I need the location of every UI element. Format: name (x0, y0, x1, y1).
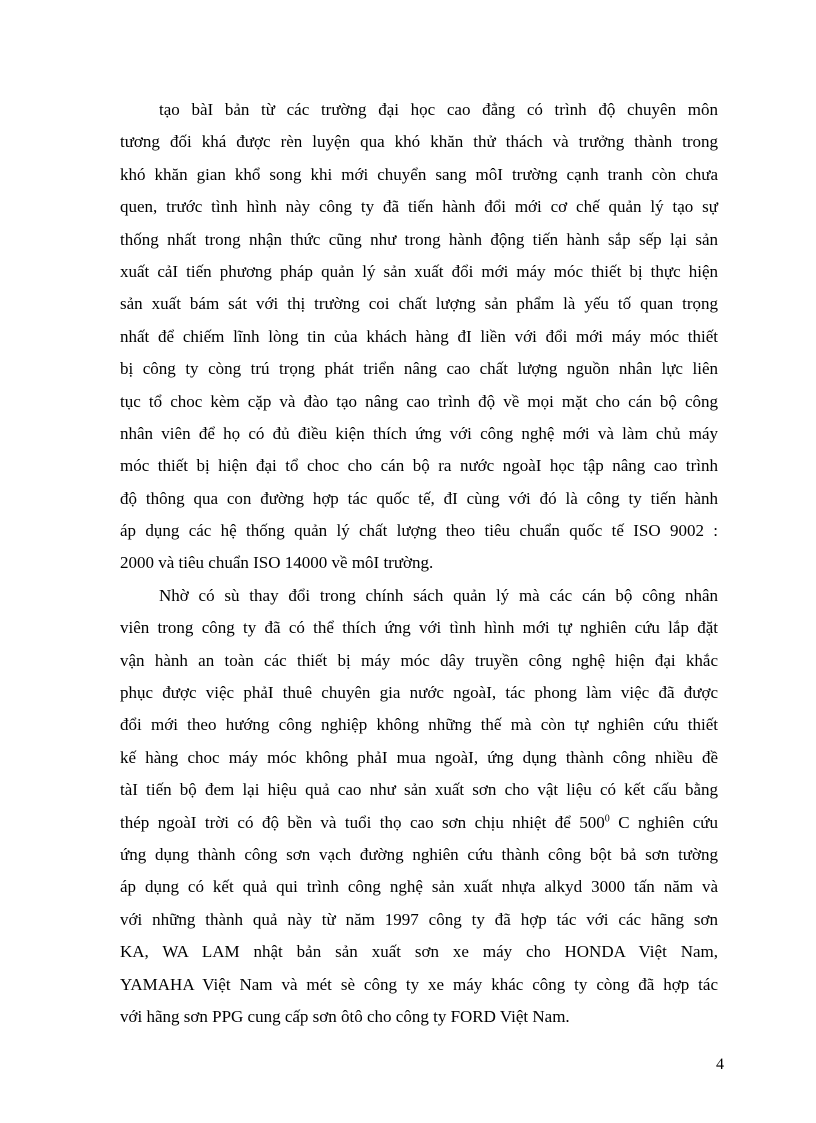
text-line: sản xuất bám sát với thị trường coi chất lượng sản phẩm là yếu tố quan trọng (120, 294, 718, 314)
text-line: phục được việc phảI thuê chuyên gia nước ngoàI, tác phong làm việc đã được (120, 683, 718, 703)
text-line: khó khăn gian khổ song khi mới chuyển sang môI trường cạnh tranh còn chưa (120, 164, 718, 184)
text-line: thống nhất trong nhận thức cũng như trong hành động tiến hành sắp sếp lại sản (120, 229, 718, 249)
text-line: vận hành an toàn các thiết bị máy móc dây truyền công nghệ hiện đại khắc (120, 650, 718, 670)
text-line: với hãng sơn PPG cung cấp sơn ôtô cho công ty FORD Việt Nam. (120, 1006, 570, 1026)
text-segment: C nghiên cứu (609, 812, 718, 832)
text-line: tương đối khá được rèn luyện qua khó khăn thử thách và trưởng thành trong (120, 132, 718, 152)
text-segment: thép ngoàI trời có độ bền và tuổi thọ cao sơn chịu nhiệt để 500 (120, 812, 605, 832)
text-line: tạo bàI bản từ các trường đại học cao đẳng có trình độ chuyên môn (159, 100, 718, 119)
text-line: móc thiết bị hiện đại tổ choc cho cán bộ ra nước ngoàI học tập nâng cao trình (120, 456, 718, 476)
text-line: độ thông qua con đường hợp tác quốc tế, đI cùng với đó là công ty tiến hành (120, 488, 718, 508)
page-number: 4 (716, 1056, 724, 1073)
text-line: nhất để chiếm lĩnh lòng tin của khách hàng đI liền với đổi mới máy móc thiết (120, 326, 718, 346)
text-line-with-superscript (120, 807, 718, 839)
text-line: bị công ty còng trú trọng phát triển nâng cao chất lượng nguồn nhân lực liên (120, 359, 718, 379)
text-line: quen, trước tình hình này công ty đã tiến hành đổi mới cơ chế quản lý tạo sự (120, 197, 718, 217)
text-line: YAMAHA Việt Nam và mét sè công ty xe máy khác công ty còng đã hợp tác (120, 974, 718, 994)
text-line: xuất cảI tiến phương pháp quản lý sản xuất đổi mới máy móc thiết bị thực hiện (120, 261, 718, 281)
text-line: đổi mới theo hướng công nghiệp không những thế mà còn tự nghiên cứu thiết (120, 715, 718, 735)
text-line: tục tổ choc kèm cặp và đào tạo nâng cao trình độ về mọi mặt cho cán bộ công (120, 391, 718, 411)
text-line: ứng dụng thành công sơn vạch đường nghiên cứu thành công bột bả sơn tường (120, 844, 718, 864)
text-line: KA, WA LAM nhật bản sản xuất sơn xe máy cho HONDA Việt Nam, (120, 942, 718, 962)
text-line: Nhờ có sù thay đổi trong chính sách quản lý mà các cán bộ công nhân (159, 585, 718, 605)
text-line: với những thành quả này từ năm 1997 công ty đã hợp tác với các hãng sơn (120, 909, 718, 929)
text-line: áp dụng có kết quả qui trình công nghệ sản xuất nhựa alkyd 3000 tấn năm và (120, 877, 718, 897)
text-line: nhân viên để họ có đủ điều kiện thích ứng với công nghệ mới và làm chủ máy (120, 423, 718, 443)
body-text (120, 94, 718, 1033)
text-line: kế hàng choc máy móc không phảI mua ngoàI, ứng dụng thành công nhiều đề (120, 747, 718, 767)
text-line: áp dụng các hệ thống quản lý chất lượng theo tiêu chuẩn quốc tế ISO 9002 : (120, 521, 718, 541)
text-line: tàI tiến bộ đem lại hiệu quả cao như sản xuất sơn cho vật liệu có kết cấu bằng (120, 780, 718, 800)
degree-superscript: 0 (604, 812, 610, 824)
text-line: 2000 và tiêu chuẩn ISO 14000 về môI trường. (120, 553, 434, 573)
text-line: viên trong công ty đã có thể thích ứng với tình hình mới tự nghiên cứu lắp đặt (120, 618, 718, 638)
